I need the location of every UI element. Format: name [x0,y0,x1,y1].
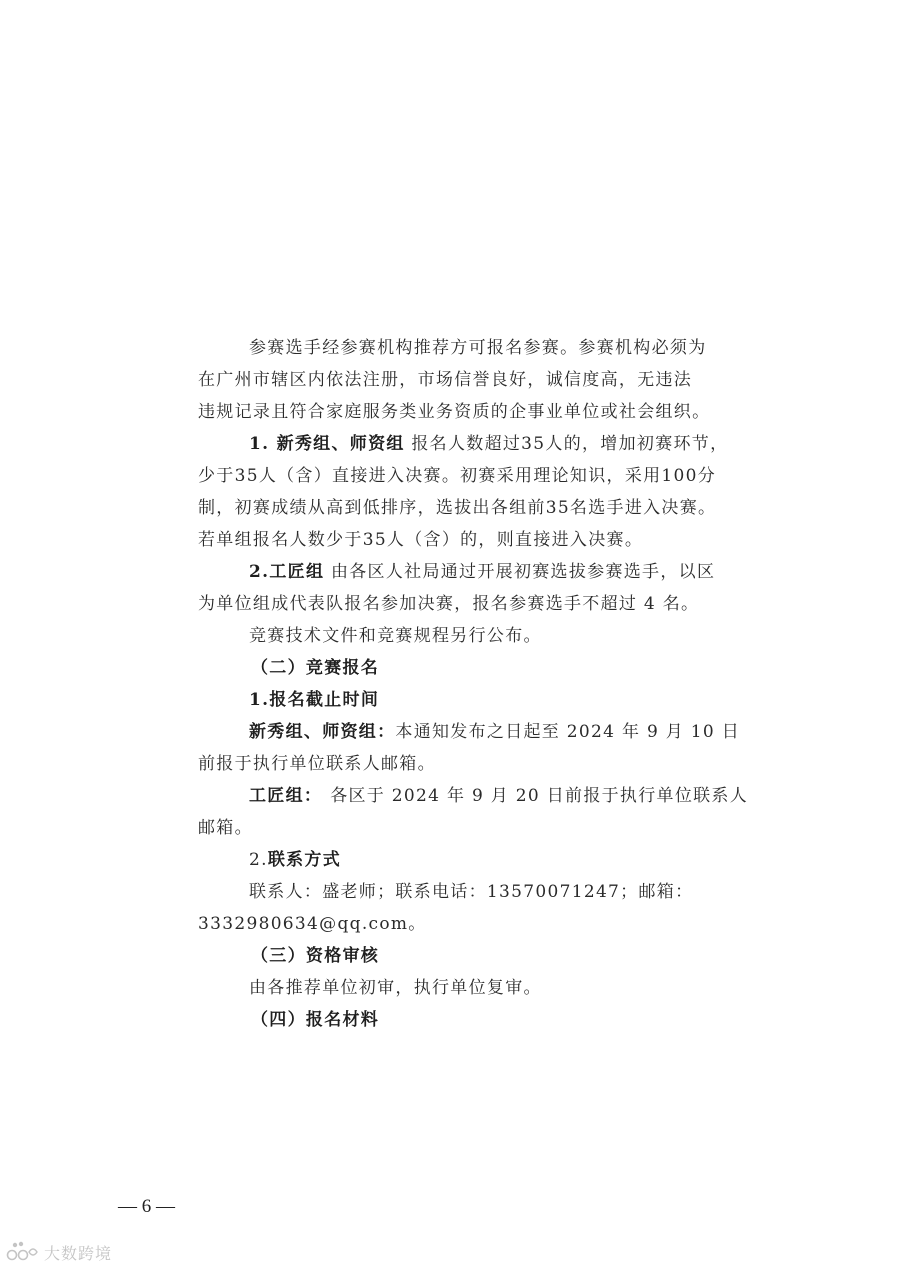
contact-line-1: 联系人：盛老师；联系电话：13570071247；邮箱： [249,882,694,902]
deadline-group1-line-2: 前报于执行单位联系人邮箱。 [198,754,436,774]
item2-text: 由各区人社局通过开展初赛选拔参赛选手，以区 [324,562,716,582]
watermark-text: 大数跨境 [44,1243,113,1263]
deadline-group2-label: 工匠组： [249,786,323,806]
contact-line-2: 3332980634@qq.com。 [198,914,427,934]
section3-heading: （三）资格审核 [251,946,380,966]
watermark [6,1240,112,1264]
item1-line-2: 少于35人（含）直接进入决赛。初赛采用理论知识，采用100分 [198,466,717,486]
contact-heading-text: 联系方式 [267,850,342,870]
deadline-group2-line-2: 邮箱。 [198,818,253,838]
paw-logo-icon [6,1240,40,1264]
item2-line-2: 为单位组成代表队报名参加决赛，报名参赛选手不超过 4 名。 [198,594,700,614]
deadline-group2-line-1 [198,780,749,812]
item1-line-1 [198,428,729,460]
document-body [198,332,749,1036]
intro-line-2: 在广州市辖区内依法注册，市场信誉良好，诚信度高，无违法 [198,370,693,390]
section3-text: 由各推荐单位初审，执行单位复审。 [249,978,542,998]
item1-line-3: 制，初赛成绩从高到低排序，选拔出各组前35名选手进入决赛。 [198,498,717,518]
section2-heading: （二）竞赛报名 [251,658,380,678]
deadline-group1-label: 新秀组、师资组： [249,722,396,742]
contact-heading-number: 2. [249,850,268,870]
item1-text: 报名人数超过35人的，增加初赛环节， [404,434,729,454]
page-number: — 6 — [118,1196,175,1217]
contact-heading [198,844,710,876]
deadline-heading: 1.报名截止时间 [249,690,380,710]
deadline-group1-text: 本通知发布之日起至 2024 年 9 月 10 日 [395,722,741,742]
deadline-group2-text: 各区于 2024 年 9 月 20 日前报于执行单位联系人 [330,786,749,806]
item1-line-4: 若单组报名人数少于35人（含）的，则直接进入决赛。 [198,530,644,550]
intro-line-3: 违规记录且符合家庭服务类业务资质的企事业单位或社会组织。 [198,402,711,422]
intro-line-1: 参赛选手经参赛机构推荐方可报名参赛。参赛机构必须为 [249,338,707,358]
item1-label: 1. 新秀组、师资组 [249,434,405,454]
section4-heading: （四）报名材料 [251,1010,380,1030]
rules-note: 竞赛技术文件和竞赛规程另行公布。 [249,626,542,646]
deadline-group1-line-1 [198,716,741,748]
item2-label: 2.工匠组 [249,562,325,582]
item2-line-1 [198,556,716,588]
